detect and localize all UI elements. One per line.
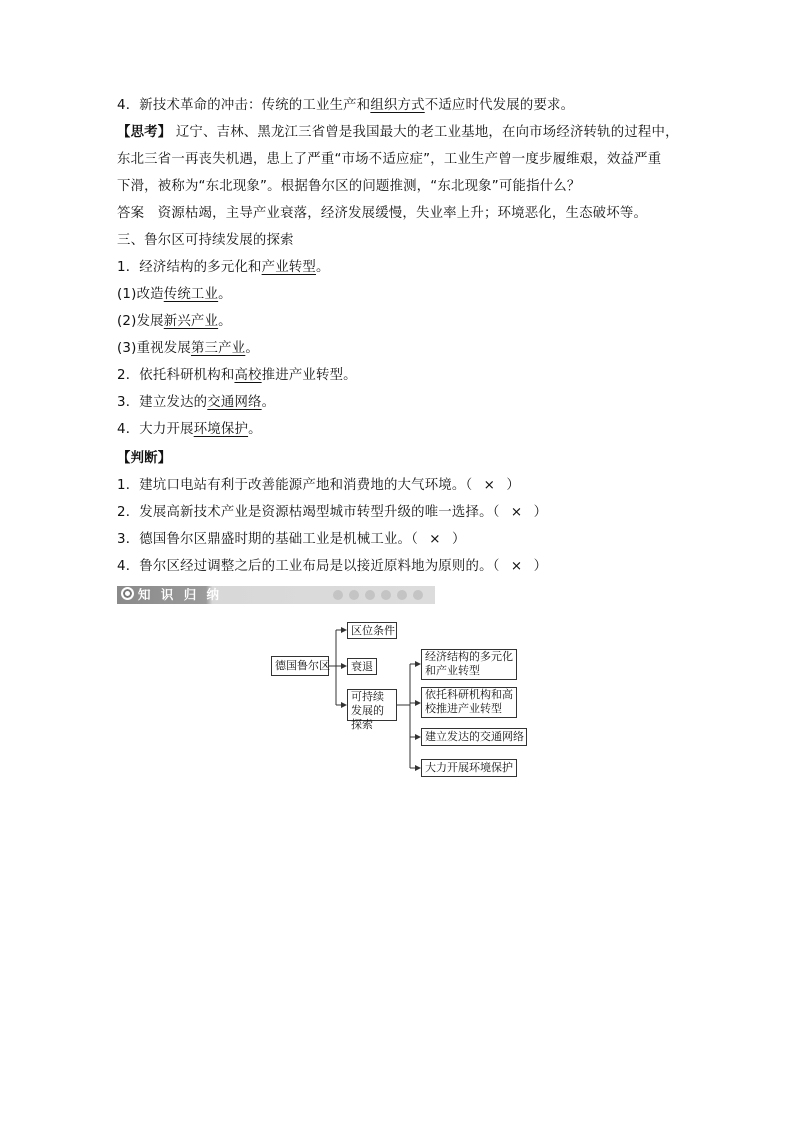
bullet-circle-icon	[121, 587, 134, 600]
false-mark-icon: ×	[510, 559, 523, 574]
false-mark-icon: ×	[429, 532, 441, 547]
item-transport-network	[117, 393, 677, 413]
diagram-leaf-transport: 建立发达的交通网络	[421, 728, 527, 746]
judge-question-3	[117, 530, 677, 550]
section-heading: 三、鲁尔区可持续发展的探索	[117, 233, 294, 248]
decorative-dot-icon	[413, 590, 423, 600]
underlined-term: 传统工业	[163, 287, 219, 302]
think-line-2: 东北三省一再丧失机遇，患上了严重“市场不适应症”，工业生产曾一度步履维艰，效益严重	[117, 152, 662, 167]
think-line-1	[117, 123, 677, 143]
text: 4．新技术革命的冲击：传统的工业生产和	[117, 98, 371, 113]
judge-question-1	[117, 476, 677, 496]
text: ）	[533, 559, 548, 574]
underlined-term: 新兴产业	[163, 314, 219, 329]
text: 3．建立发达的	[117, 395, 208, 410]
decorative-dot-icon	[349, 590, 359, 600]
underlined-term: 高校	[234, 368, 262, 383]
decorative-dot-icon	[365, 590, 375, 600]
underlined-term: 环境保护	[193, 422, 249, 437]
text: 。	[218, 287, 232, 302]
decorative-dot-icon	[397, 590, 407, 600]
text: 。	[316, 260, 330, 275]
sub-item-3	[117, 339, 677, 359]
diagram-node-location: 区位条件	[347, 622, 397, 639]
text: 不适应时代发展的要求。	[424, 98, 575, 113]
diagram-root-ruhr: 德国鲁尔区	[271, 656, 329, 676]
question-text: 3．德国鲁尔区鼎盛时期的基础工业是机械工业。（	[117, 532, 419, 547]
text: 2．依托科研机构和	[117, 368, 235, 383]
text: 。	[245, 341, 259, 356]
text: 1．经济结构的多元化和	[117, 260, 262, 275]
diagram-node-decline: 衰退	[347, 658, 377, 675]
text: ）	[452, 532, 466, 547]
question-text: 4．鲁尔区经过调整之后的工业布局是以接近原料地为原则的。（	[117, 559, 500, 574]
text: (1)改造	[117, 287, 164, 302]
text: 。	[261, 395, 276, 410]
text: 。	[218, 314, 232, 329]
banner-title	[121, 586, 222, 604]
underlined-term: 组织方式	[370, 98, 425, 113]
banner-title-text: 知 识 归 纳	[138, 587, 223, 602]
question-text: 2．发展高新技术产业是资源枯竭型城市转型升级的唯一选择。（	[117, 505, 500, 520]
text: ）	[506, 478, 520, 493]
think-answer: 答案 资源枯竭，主导产业衰落，经济发展缓慢，失业率上升；环境恶化，生态破坏等。	[117, 206, 648, 221]
item-environment-protection	[117, 420, 677, 440]
judge-question-2	[117, 503, 677, 523]
sub-item-2	[117, 312, 677, 332]
text: 4．大力开展	[117, 422, 194, 437]
think-line-3: 下滑，被称为“东北现象”。根据鲁尔区的问题推测，“东北现象”可能指什么？	[117, 179, 581, 194]
false-mark-icon: ×	[510, 505, 523, 520]
underlined-term: 交通网络	[207, 395, 262, 410]
item-research-institutions	[117, 366, 677, 386]
knowledge-summary-banner	[117, 586, 435, 604]
diagram-node-sustainable: 可持续发展的探索	[347, 689, 397, 721]
item-economic-diversification	[117, 258, 677, 278]
text: 辽宁、吉林、黑龙江三省曾是我国最大的老工业基地，在向市场经济转轨的过程中，	[171, 125, 679, 140]
item-new-tech-revolution	[117, 96, 677, 116]
decorative-dot-icon	[381, 590, 391, 600]
underlined-term: 产业转型	[261, 260, 316, 275]
text: 。	[248, 422, 262, 437]
diagram-leaf-environment: 大力开展环境保护	[421, 759, 517, 777]
text: 推进产业转型。	[261, 368, 357, 383]
sub-item-1	[117, 285, 677, 305]
judge-label: 【判断】	[117, 451, 172, 466]
think-label: 【思考】	[117, 125, 172, 140]
text: (2)发展	[117, 314, 164, 329]
text: (3)重视发展	[117, 341, 191, 356]
underlined-term: 第三产业	[190, 341, 246, 356]
decorative-dot-icon	[333, 590, 343, 600]
false-mark-icon: ×	[483, 478, 496, 493]
diagram-leaf-diversification: 经济结构的多元化和产业转型	[421, 649, 517, 680]
judge-question-4	[117, 557, 677, 577]
text: ）	[533, 505, 548, 520]
question-text: 1．建坑口电站有利于改善能源产地和消费地的大气环境。（	[117, 478, 473, 493]
diagram-leaf-research: 依托科研机构和高校推进产业转型	[421, 687, 517, 718]
